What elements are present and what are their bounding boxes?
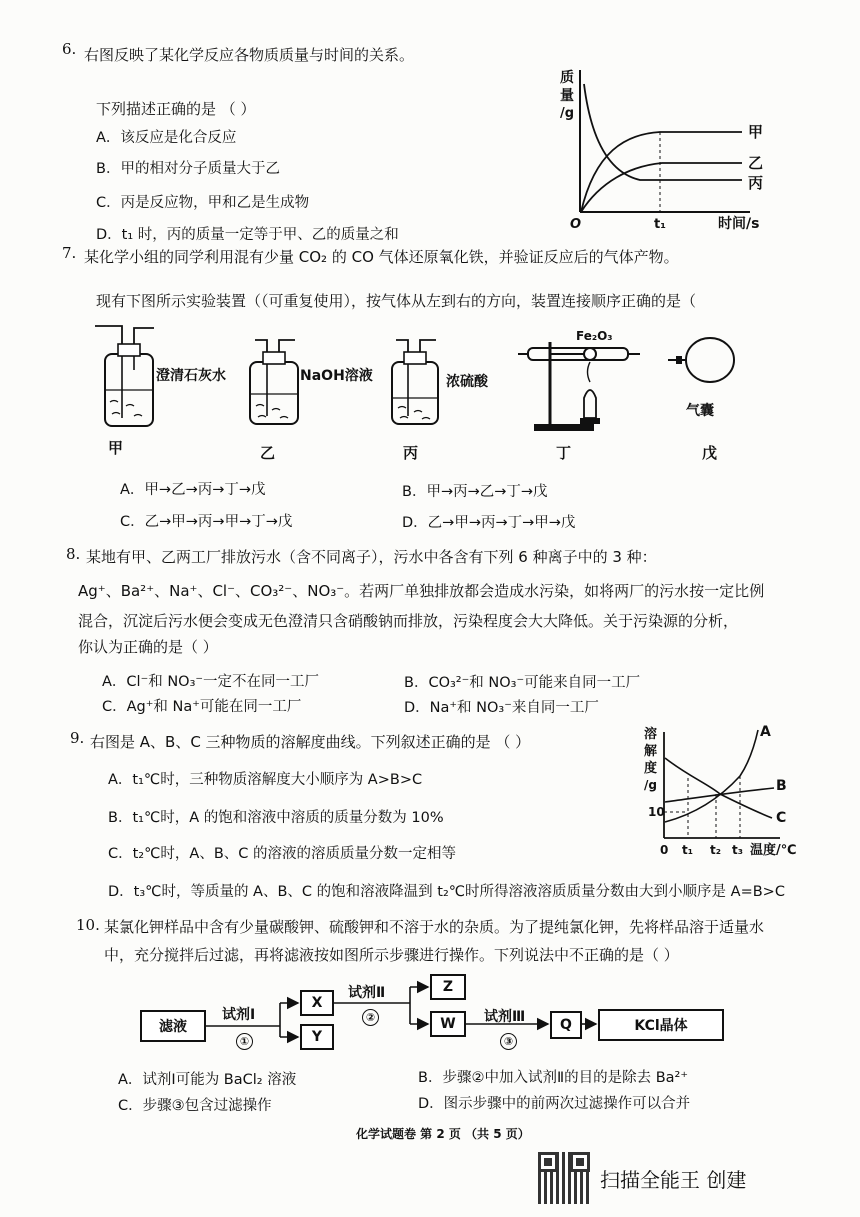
q9-series-c: C: [776, 810, 787, 826]
q9-option-b: B．t₁℃时，A 的饱和溶液中溶质的质量分数为 10%: [108, 810, 444, 826]
q10-option-b: B．步骤②中加入试剂Ⅱ的目的是除去 Ba²⁺: [418, 1070, 688, 1086]
q9-ylabel-4: /g: [644, 778, 657, 792]
q6-option-d: D．t₁ 时，丙的质量一定等于甲、乙的质量之和: [96, 227, 399, 243]
q7-stem-2: 现有下图所示实验装置（（可重复使用），按气体从左到右的方向，装置连接顺序正确的是（: [96, 292, 697, 310]
q9-series-a: A: [760, 724, 771, 740]
q10-option-a: A．试剂Ⅰ可能为 BaCl₂ 溶液: [118, 1072, 297, 1088]
q8-line-4: 你认为正确的是（ ）: [78, 638, 218, 656]
q7-option-d: D．乙→甲→丙→丁→甲→戊: [402, 515, 576, 531]
flow-end-box: KCl晶体: [598, 1009, 724, 1041]
apparatus-wu-name: 戊: [702, 444, 718, 462]
flow-x-box: X: [300, 990, 334, 1016]
q6-ylabel-3: /g: [560, 106, 575, 121]
flow-step-1: ①: [236, 1033, 253, 1050]
flow-start-box: 滤液: [140, 1010, 206, 1042]
q9-ylabel-2: 解: [644, 744, 658, 759]
apparatus-yi-name: 乙: [260, 444, 276, 462]
q9-y10: 10: [648, 805, 665, 819]
flow-y-box: Y: [300, 1024, 334, 1050]
q9-option-c: C．t₂℃时，A、B、C 的溶液的溶质质量分数一定相等: [108, 846, 457, 862]
apparatus-yi-label: NaOH溶液: [300, 368, 373, 384]
q9-series-b: B: [776, 778, 787, 794]
q6-ylabel-1: 质: [560, 70, 574, 86]
q6-option-c: C．丙是反应物，甲和乙是生成物: [96, 195, 310, 211]
q9-tick-t1: t₁: [682, 843, 693, 857]
q7-option-c: C．乙→甲→丙→甲→丁→戊: [120, 514, 293, 530]
flow-step-3: ③: [500, 1033, 517, 1050]
q10-option-d: D．图示步骤中的前两次过滤操作可以合并: [418, 1096, 691, 1112]
q8-option-d: D．Na⁺和 NO₃⁻来自同一工厂: [404, 700, 599, 716]
q6-series-yi: 乙: [748, 154, 764, 172]
flow-reagent-1: 试剂Ⅰ: [222, 1007, 256, 1023]
q9-tick-t3: t₃: [732, 843, 743, 857]
qr-code-icon: [538, 1152, 590, 1204]
q6-option-a: A．该反应是化合反应: [96, 130, 237, 146]
flow-reagent-2: 试剂Ⅱ: [348, 985, 386, 1001]
q8-option-c: C．Ag⁺和 Na⁺可能在同一工厂: [102, 699, 302, 715]
q7-number: 7.: [62, 244, 77, 262]
q9-origin: 0: [660, 843, 669, 857]
q6-prompt: 下列描述正确的是 （ ）: [96, 100, 256, 118]
apparatus-jia-name: 甲: [108, 439, 124, 457]
q9-stem: 右图是 A、B、C 三种物质的溶解度曲线。下列叙述正确的是 （ ）: [90, 733, 531, 751]
q6-series-bing: 丙: [748, 174, 764, 192]
page-footer: 化学试题卷 第 2 页 （共 5 页）: [356, 1127, 530, 1141]
q9-option-a: A．t₁℃时，三种物质溶解度大小顺序为 A>B>C: [108, 772, 423, 788]
q6-origin: O: [570, 217, 582, 232]
flow-z-box: Z: [430, 974, 466, 1000]
apparatus-jia-label: 澄清石灰水: [156, 368, 226, 384]
q9-ylabel-1: 溶: [644, 727, 658, 742]
q7-stem: 某化学小组的同学利用混有少量 CO₂ 的 CO 气体还原氧化铁，并验证反应后的气体产物。: [84, 248, 679, 266]
q8-number: 8.: [66, 545, 81, 563]
q8-line-2: Ag⁺、Ba²⁺、Na⁺、Cl⁻、CO₃²⁻、NO₃⁻。若两厂单独排放都会造成水污染，如将两厂的污水按一定比例: [78, 582, 765, 600]
scanner-watermark: 扫描全能王 创建: [600, 1168, 747, 1192]
q7-option-b: B．甲→丙→乙→丁→戊: [402, 484, 548, 500]
apparatus-bing-label: 浓硫酸: [446, 374, 488, 390]
q10-stem-2: 中，充分搅拌后过滤，再将滤液按如图所示步骤进行操作。下列说法中不正确的是（ ）: [104, 946, 679, 964]
flow-reagent-3: 试剂Ⅲ: [484, 1009, 526, 1025]
apparatus-ding-label: Fe₂O₃: [576, 329, 613, 343]
flow-step-2: ②: [362, 1009, 379, 1026]
q6-xlabel: 时间/s: [718, 216, 760, 232]
q6-t1-label: t₁: [654, 217, 666, 232]
q9-tick-t2: t₂: [710, 843, 721, 857]
q6-series-jia: 甲: [748, 123, 764, 141]
q9-xlabel: 温度/℃: [750, 843, 797, 858]
q6-option-b: B．甲的相对分子质量大于乙: [96, 161, 280, 177]
q7-option-a: A．甲→乙→丙→丁→戊: [120, 482, 266, 498]
q10-number: 10.: [76, 916, 100, 934]
q8-stem: 某地有甲、乙两工厂排放污水（含不同离子），污水中各含有下列 6 种离子中的 3 种：: [86, 548, 657, 566]
q9-ylabel-3: 度: [644, 761, 658, 776]
q9-number: 9.: [70, 729, 85, 747]
q6-ylabel-2: 量: [560, 88, 574, 104]
q9-option-d: D．t₃℃时，等质量的 A、B、C 的饱和溶液降温到 t₂℃时所得溶液溶质质量分数由大到小顺序是 A=B>C: [108, 884, 785, 900]
flow-q-box: Q: [550, 1011, 582, 1039]
apparatus-wu-label: 气囊: [686, 403, 714, 419]
apparatus-ding-name: 丁: [556, 444, 572, 462]
q10-stem: 某氯化钾样品中含有少量碳酸钾、硫酸钾和不溶于水的杂质。为了提纯氯化钾，先将样品溶于适量水: [104, 918, 765, 936]
q10-option-c: C．步骤③包含过滤操作: [118, 1098, 272, 1114]
q6-stem: 右图反映了某化学反应各物质质量与时间的关系。: [84, 46, 415, 64]
q8-line-3: 混合，沉淀后污水便会变成无色澄清只含硝酸钠而排放，污染程度会大大降低。关于污染源的分析，: [78, 612, 739, 630]
flow-w-box: W: [430, 1011, 466, 1037]
q8-option-b: B．CO₃²⁻和 NO₃⁻可能来自同一工厂: [404, 675, 641, 691]
q8-option-a: A．Cl⁻和 NO₃⁻一定不在同一工厂: [102, 674, 320, 690]
apparatus-bing-name: 丙: [403, 444, 419, 462]
q6-number: 6.: [62, 40, 77, 58]
